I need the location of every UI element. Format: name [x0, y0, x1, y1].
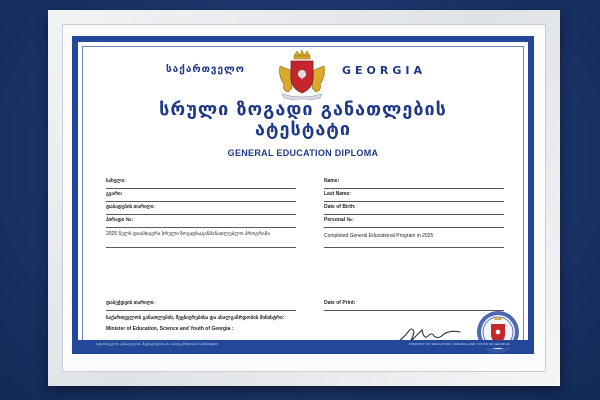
field-program-completion-en: Completed General Educational Program in 2025	[324, 228, 504, 248]
georgian-fields-column	[106, 176, 296, 248]
footer-ministry-georgian: საქართველოს განათლების, მეცნიერებისა და ახალგაზრდობის სამინისტრო	[96, 342, 219, 346]
diploma-title-english: GENERAL EDUCATION DIPLOMA	[227, 148, 379, 158]
field-birth-date-ge: დაბადების თარიღი:	[106, 202, 296, 215]
field-print-date-en: Date of Print:	[324, 298, 504, 311]
minister-title-english: Minister of Education, Science and Youth of Georgia :	[106, 326, 234, 332]
field-print-date-ge: დაბეჭდვის თარიღი:	[106, 298, 296, 311]
field-last-name-ge: გვარი:	[106, 189, 296, 202]
english-fields-column	[324, 176, 504, 248]
field-first-name-ge: სახელი:	[106, 176, 296, 189]
country-name-english: GEORGIA	[342, 64, 426, 77]
field-program-completion-ge: 2025 წელს დაამთავრა სრული ზოგადსაგანმანათლებლო პროგრამა	[106, 228, 296, 248]
country-name-georgian: საქართველო	[166, 64, 245, 75]
field-last-name-en: Last Name:	[324, 189, 504, 202]
frame-mat	[62, 24, 546, 372]
diploma-title-georgian	[78, 100, 528, 140]
footer-ministry-english: MINISTRY OF EDUCATION, SCIENCE AND YOUTH OF GEORGIA	[409, 342, 510, 346]
minister-title-georgian: საქართველოს განათლების, მეცნიერებისა და ახალგაზრდობის მინისტრი:	[106, 315, 285, 321]
signature-block-left	[106, 298, 296, 332]
diploma-title-line2: ატესტატი	[254, 119, 352, 140]
field-first-name-en: Name:	[324, 176, 504, 189]
field-birth-date-en: Date of Birth:	[324, 202, 504, 215]
certificate-frame	[48, 10, 560, 386]
diploma-title-line1: სრული ზოგადი განათლების	[159, 99, 447, 120]
field-personal-number-ge: პირადი №:	[106, 215, 296, 228]
diploma-document	[72, 36, 534, 354]
diploma-footer-bar	[78, 340, 528, 348]
field-personal-number-en: Personal №:	[324, 215, 504, 228]
georgia-coat-of-arms-icon	[274, 48, 330, 100]
